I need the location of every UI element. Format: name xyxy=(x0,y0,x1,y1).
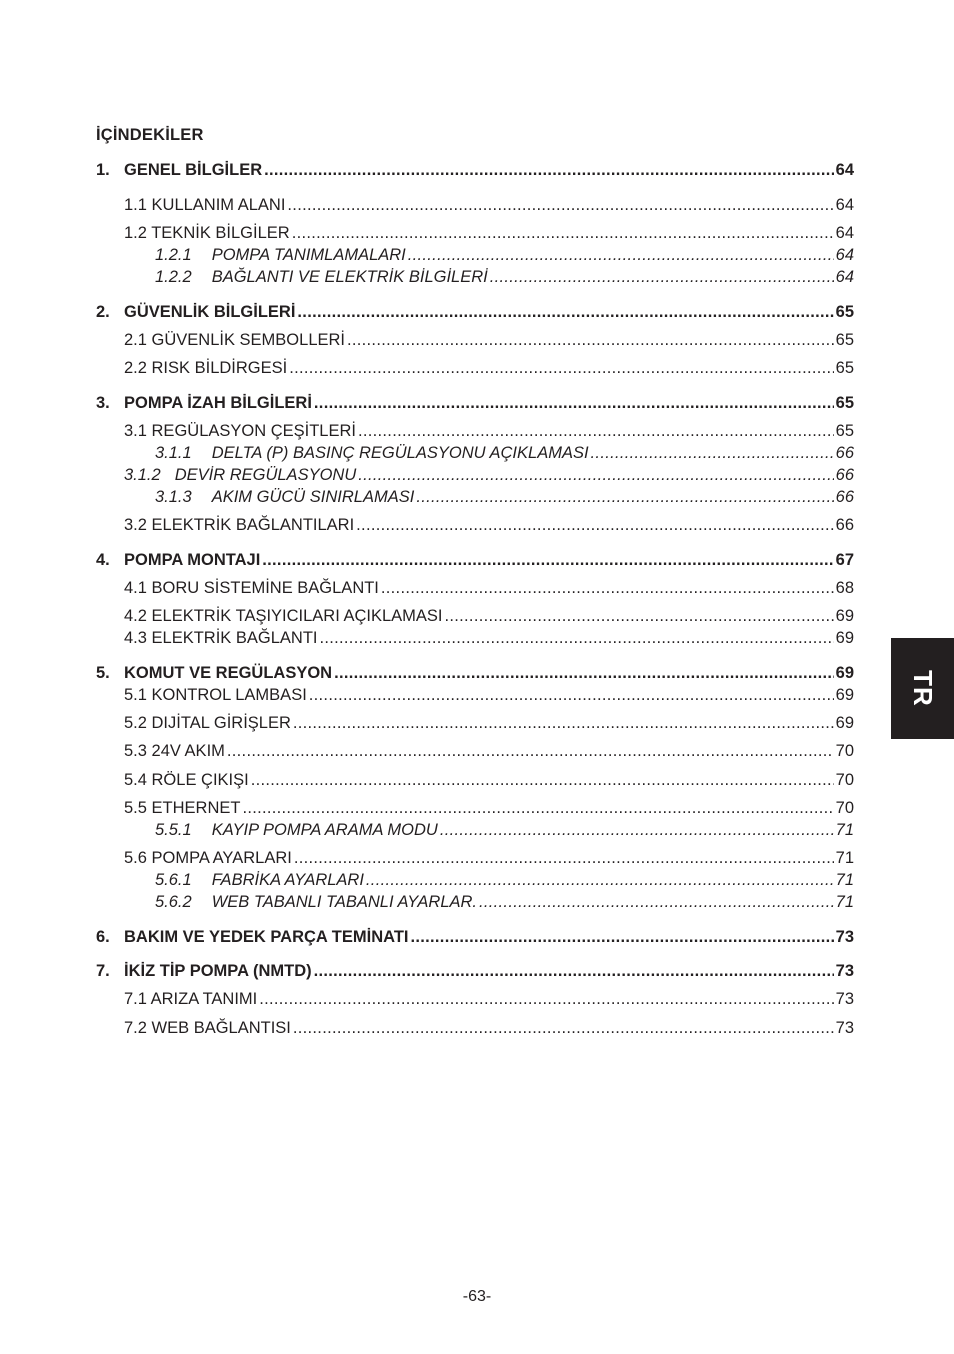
toc-entry[interactable] xyxy=(96,684,854,706)
toc-entry[interactable] xyxy=(96,159,854,181)
toc-dot-leader xyxy=(227,740,834,762)
toc-entry-label: KAYIP POMPA ARAMA MODU xyxy=(211,821,438,839)
toc-entry-number: 6. xyxy=(96,928,110,946)
toc-entry-number: 3.1.2 xyxy=(124,466,161,484)
toc-entry[interactable] xyxy=(96,244,854,266)
toc-dot-leader xyxy=(408,244,834,266)
toc-entry[interactable] xyxy=(96,464,854,486)
toc-dot-leader xyxy=(293,712,834,734)
toc-entry-page: 66 xyxy=(835,444,854,462)
toc-entry-label: 5.6 POMPA AYARLARI xyxy=(124,849,292,867)
toc-dot-leader xyxy=(416,486,833,508)
toc-entry-page: 68 xyxy=(835,579,854,597)
toc-dot-leader xyxy=(445,605,834,627)
toc-entry[interactable] xyxy=(96,357,854,379)
toc-entry-page: 69 xyxy=(835,664,854,682)
toc-entry-label: 1.2 TEKNİK BİLGİLER xyxy=(124,224,290,242)
toc-entry-page: 69 xyxy=(835,714,854,732)
toc-entry-label: 3.1 REGÜLASYON ÇEŞİTLERİ xyxy=(124,422,356,440)
toc-entry-page: 66 xyxy=(835,516,854,534)
toc-entry-label: İKİZ TİP POMPA (NMTD) xyxy=(124,962,312,980)
toc-dot-leader xyxy=(334,662,834,684)
toc-entry-page: 69 xyxy=(835,607,854,625)
toc-entry-number: 1. xyxy=(96,161,110,179)
toc-entry-label: 5.3 24V AKIM xyxy=(124,742,225,760)
toc-entry-label: 4.1 BORU SİSTEMİNE BAĞLANTI xyxy=(124,579,379,597)
toc-entry[interactable] xyxy=(96,627,854,649)
toc-entry-page: 65 xyxy=(835,303,854,321)
toc-entry[interactable] xyxy=(96,712,854,734)
toc-dot-leader xyxy=(293,1017,834,1039)
toc-entry[interactable] xyxy=(96,891,854,913)
toc-entry-page: 71 xyxy=(835,849,854,867)
toc-entry-label: 4.3 ELEKTRİK BAĞLANTI xyxy=(124,629,318,647)
toc-entry-page: 65 xyxy=(835,394,854,412)
toc-entry-page: 67 xyxy=(835,551,854,569)
toc-entry[interactable] xyxy=(96,819,854,841)
toc-entry-label: 7.2 WEB BAĞLANTISI xyxy=(124,1019,291,1037)
toc-entry-page: 71 xyxy=(835,821,854,839)
toc-entry-page: 64 xyxy=(835,246,854,264)
toc-entry-label: BAĞLANTI VE ELEKTRİK BİLGİLERİ xyxy=(211,268,488,286)
toc-dot-leader xyxy=(411,926,834,948)
toc-entry[interactable] xyxy=(96,392,854,414)
toc-entry-label: WEB TABANLI TABANLI AYARLAR. xyxy=(211,893,478,911)
toc-entry-number: 4. xyxy=(96,551,110,569)
toc-dot-leader xyxy=(440,819,834,841)
toc-entry-page: 73 xyxy=(835,990,854,1008)
toc-dot-leader xyxy=(591,442,834,464)
toc-entry[interactable] xyxy=(96,662,854,684)
toc-entry-label: 5.4 RÖLE ÇIKIŞI xyxy=(124,771,249,789)
toc-entry-page: 64 xyxy=(835,196,854,214)
toc-dot-leader xyxy=(289,357,833,379)
toc-entry-label: DELTA (P) BASINÇ REGÜLASYONU AÇIKLAMASI xyxy=(211,444,589,462)
toc-entry-page: 64 xyxy=(835,268,854,286)
toc-dot-leader xyxy=(490,266,834,288)
toc-entry-number: 2. xyxy=(96,303,110,321)
toc-entry[interactable] xyxy=(96,222,854,244)
toc-entry-label: GÜVENLİK BİLGİLERİ xyxy=(124,303,296,321)
toc-dot-leader xyxy=(262,549,833,571)
toc-entry-label: GENEL BİLGİLER xyxy=(124,161,263,179)
toc-dot-leader xyxy=(314,392,834,414)
toc-entry-page: 70 xyxy=(835,799,854,817)
toc-entry-page: 73 xyxy=(835,962,854,980)
toc-dot-leader xyxy=(287,194,833,216)
toc-entry[interactable] xyxy=(96,514,854,536)
toc-title: İÇİNDEKİLER xyxy=(96,126,204,144)
toc-entry-page: 73 xyxy=(835,928,854,946)
toc-entry[interactable] xyxy=(96,329,854,351)
toc-entry[interactable] xyxy=(96,420,854,442)
toc-entry-label: 3.2 ELEKTRİK BAĞLANTILARI xyxy=(124,516,355,534)
toc-entry-page: 71 xyxy=(835,893,854,911)
toc-entry-label: 5.2 DIJİTAL GİRİŞLER xyxy=(124,714,291,732)
toc-dot-leader xyxy=(251,769,834,791)
toc-entry-page: 65 xyxy=(835,331,854,349)
toc-dot-leader xyxy=(294,847,834,869)
toc-dot-leader xyxy=(309,684,834,706)
toc-entry-page: 69 xyxy=(835,629,854,647)
toc-entry-number: 1.2.2 xyxy=(155,268,192,286)
toc-entry-page: 70 xyxy=(835,771,854,789)
toc-entry-label: DEVİR REGÜLASYONU xyxy=(174,466,357,484)
toc-entry[interactable] xyxy=(96,301,854,323)
toc-entry[interactable] xyxy=(96,869,854,891)
toc-entry-page: 64 xyxy=(835,161,854,179)
toc-entry-page: 66 xyxy=(835,488,854,506)
toc-entry-label: FABRİKA AYARLARI xyxy=(211,871,364,889)
toc-entry[interactable] xyxy=(96,605,854,627)
toc-entry[interactable] xyxy=(96,486,854,508)
toc-entry-number: 3.1.1 xyxy=(155,444,192,462)
toc-dot-leader xyxy=(358,420,834,442)
toc-entry-page: 65 xyxy=(835,422,854,440)
toc-entry[interactable] xyxy=(96,266,854,288)
toc-dot-leader xyxy=(347,329,834,351)
toc-dot-leader xyxy=(259,988,833,1010)
toc-entry-label: 4.2 ELEKTRİK TAŞIYICILARI AÇIKLAMASI xyxy=(124,607,443,625)
toc-entry-label: POMPA MONTAJI xyxy=(124,551,261,569)
toc-entry-label: BAKIM VE YEDEK PARÇA TEMİNATI xyxy=(124,928,409,946)
language-tab xyxy=(891,638,954,739)
toc-dot-leader xyxy=(479,891,834,913)
toc-dot-leader xyxy=(356,514,833,536)
toc-entry[interactable] xyxy=(96,740,854,762)
toc-dot-leader xyxy=(381,577,834,599)
toc-dot-leader xyxy=(264,159,834,181)
toc-entry-page: 65 xyxy=(835,359,854,377)
toc-entry-page: 64 xyxy=(835,224,854,242)
toc-entry-label: 1.1 KULLANIM ALANI xyxy=(124,196,286,214)
toc-entry-page: 73 xyxy=(835,1019,854,1037)
toc-dot-leader xyxy=(320,627,834,649)
toc-entry-number: 7. xyxy=(96,962,110,980)
toc-entry[interactable] xyxy=(96,577,854,599)
toc-entry-number: 5. xyxy=(96,664,110,682)
toc-entry-number: 3.1.3 xyxy=(155,488,192,506)
toc-entry-page: 71 xyxy=(835,871,854,889)
toc-entry[interactable] xyxy=(96,1017,854,1039)
toc-entry-number: 5.6.2 xyxy=(155,893,192,911)
toc-entry-number: 5.5.1 xyxy=(155,821,192,839)
toc-entry-label: 2.2 RISK BİLDİRGESİ xyxy=(124,359,288,377)
toc-entry-page: 66 xyxy=(835,466,854,484)
toc-entry[interactable] xyxy=(96,926,854,948)
toc-dot-leader xyxy=(292,222,834,244)
toc-entry[interactable] xyxy=(96,194,854,216)
toc-entry-label: 2.1 GÜVENLİK SEMBOLLERİ xyxy=(124,331,346,349)
page-number: -63- xyxy=(462,1288,492,1305)
toc-entry[interactable] xyxy=(96,797,854,819)
toc-dot-leader xyxy=(314,960,834,982)
toc-entry[interactable] xyxy=(96,549,854,571)
toc-entry-label: POMPA İZAH BİLGİLERİ xyxy=(124,394,312,412)
toc-entry-label: 5.1 KONTROL LAMBASI xyxy=(124,686,307,704)
toc-entry-label: 5.5 ETHERNET xyxy=(124,799,241,817)
toc-entry-label: POMPA TANIMLAMALARI xyxy=(211,246,406,264)
toc-dot-leader xyxy=(366,869,834,891)
toc-entry-number: 5.6.1 xyxy=(155,871,192,889)
toc-entry-number: 3. xyxy=(96,394,110,412)
toc-entry[interactable] xyxy=(96,847,854,869)
toc-entry[interactable] xyxy=(96,988,854,1010)
toc-entry-label: 7.1 ARIZA TANIMI xyxy=(124,990,258,1008)
toc-entry-number: 1.2.1 xyxy=(155,246,192,264)
toc-dot-leader xyxy=(297,301,833,323)
toc-entry-label: KOMUT VE REGÜLASYON xyxy=(124,664,333,682)
toc-entry-page: 70 xyxy=(835,742,854,760)
toc-entry-label: AKIM GÜCÜ SINIRLAMASI xyxy=(211,488,415,506)
toc-entry[interactable] xyxy=(96,960,854,982)
toc-entry[interactable] xyxy=(96,769,854,791)
toc-dot-leader xyxy=(358,464,833,486)
toc-entry-page: 69 xyxy=(835,686,854,704)
language-tab-label: TR xyxy=(907,670,938,707)
toc-dot-leader xyxy=(242,797,833,819)
toc-entry[interactable] xyxy=(96,442,854,464)
